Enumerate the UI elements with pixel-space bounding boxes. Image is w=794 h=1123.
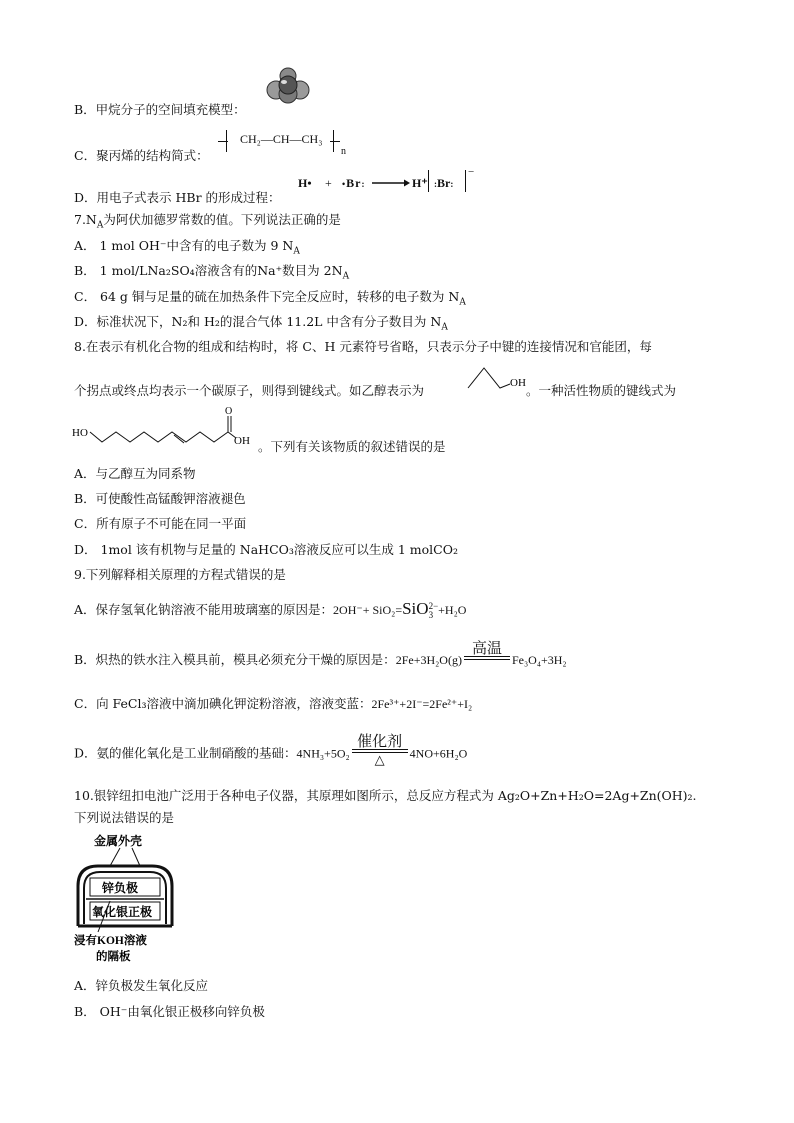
hbr-h: H• [298,176,312,190]
methane-space-filling-model [264,66,312,106]
q6-option-c: C．聚丙烯的结构简式： [74,148,209,163]
hbr-hplus: H⁺ [412,176,428,190]
button-cell-diagram [74,828,174,968]
polymer-n: n [341,146,346,157]
q8-option-b: B．可使酸性高锰酸钾溶液褪色 [74,491,246,506]
q7-option-d: D．标准状况下，N₂和 H₂的混合气体 11.2L 中含有分子数目为 $N_A$ [74,314,448,333]
q9-option-a: A．保存氢氧化钠溶液不能用玻璃塞的原因是：2OH⁻+ SiO₂=SiO 2− 3 +H₂O [74,599,467,620]
q7-option-c: C． 64 g 铜与足量的硫在加热条件下完全反应时，转移的电子数为 $N_A$ [74,289,466,308]
q10-option-a: A．锌负极发生氧化反应 [74,978,209,993]
svg-text:浸有KOH溶液: 浸有KOH溶液 [74,935,147,947]
hbr-bromide: :Br: [434,176,454,190]
ethanol-skeletal-formula [466,362,528,392]
polypropylene-formula: CH₂—CH—CH₃ [240,132,323,146]
hbr-plus: + [325,176,332,190]
hbr-br: •Br: [342,176,366,190]
q8-stem-line3: 。下列有关该物质的叙述错误的是 [258,439,446,454]
q10-option-b: B． OH⁻由氧化银正极移向锌负极 [74,1004,265,1019]
svg-text:锌负极: 锌负极 [102,881,139,895]
svg-text:HO: HO [72,427,88,439]
svg-text:OH: OH [234,435,250,447]
hbr-minus: − [468,166,475,178]
q8-stem-line1: 8.在表示有机化合物的组成和结构时，将 C、H 元素符号省略，只表示分子中键的连接情况和官能团，每 [74,339,652,354]
q7-option-a: A． 1 mol OH⁻中含有的电子数为 9 $N_A$ [74,238,300,257]
q6-option-d: D．用电子式表示 HBr 的形成过程： [74,190,281,205]
q9-option-d: D．氨的催化氧化是工业制硝酸的基础：4NH₃+5O₂ 催化剂 △ 4NO+6H₂O [74,732,468,768]
svg-text:金属外壳: 金属外壳 [94,834,143,848]
q9-stem: 9.下列解释相关原理的方程式错误的是 [74,567,286,582]
q8-option-a: A．与乙醇互为同系物 [74,466,196,481]
q8-option-c: C．所有原子不可能在同一平面 [74,516,247,531]
svg-text:氧化银正极: 氧化银正极 [92,905,153,919]
q8-stem-line2b: 。一种活性物质的键线式为 [526,383,677,398]
q7-option-b: B． 1 mol/LNa₂SO₄溶液含有的Na⁺数目为 $2N_A$ [74,263,350,282]
q8-option-d: D． 1mol 该有机物与足量的 NaHCO₃溶液反应可以生成 1 molCO₂ [74,542,458,557]
q10-stem-line2: 下列说法错误的是 [74,810,175,825]
q9-option-b: B．炽热的铁水注入模具前，模具必须充分干燥的原因是：2Fe+3H₂O(g) 高温 Fe₃O₄+3H₂ [74,639,567,667]
bond-left [218,141,228,142]
q10-stem-line1: 10.银锌纽扣电池广泛用于各种电子仪器，其原理如图所示，总反应方程式为 Ag₂O+Zn+H₂O=2Ag+Zn(OH)₂. [74,788,697,803]
bond-right [330,141,340,142]
q7-stem: $7.N_A$为阿伏加德罗常数的值。下列说法正确的是 [74,212,341,231]
reaction-arrow-icon [370,178,410,188]
q8-stem-line2a: 个拐点或终点均表示一个碳原子，则得到键线式。如乙醇表示为 [74,383,425,398]
svg-text:的隔板: 的隔板 [96,951,131,963]
q9-option-c: C．向 FeCl₃溶液中滴加碘化钾淀粉溶液，溶液变蓝：2Fe³⁺+2I⁻=2Fe²⁺+I₂ [74,696,473,711]
active-compound-skeletal-formula [72,404,258,452]
svg-text:O: O [225,406,233,417]
svg-text:OH: OH [510,377,526,389]
q6-option-b: B．甲烷分子的空间填充模型： [74,102,246,117]
